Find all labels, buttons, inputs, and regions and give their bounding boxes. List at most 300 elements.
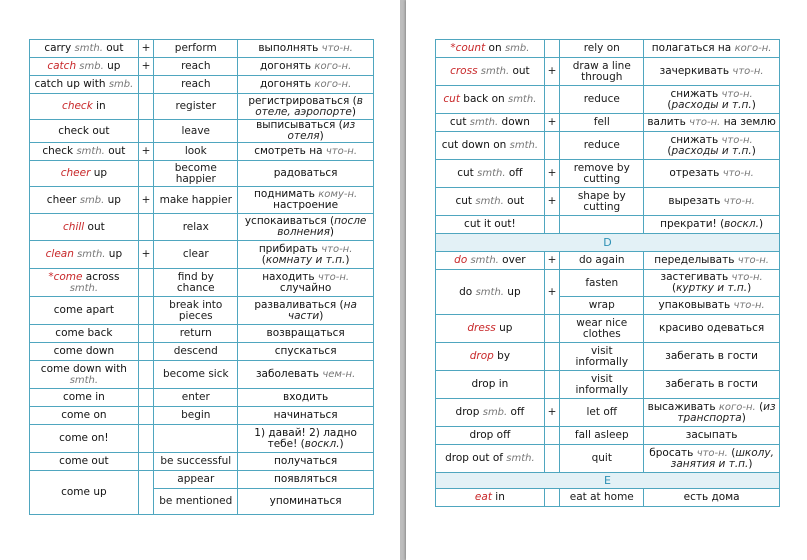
text-segment: прекрати! ( xyxy=(660,218,725,230)
phrasal-verb-cell xyxy=(436,315,545,343)
english-meaning-cell: visit informally xyxy=(560,343,644,371)
russian-translation-cell xyxy=(644,188,780,216)
phrasal-verb-cell xyxy=(436,399,545,427)
separable-marker-cell: + xyxy=(544,399,560,427)
table-row xyxy=(436,188,780,216)
text-segment: что-н. xyxy=(317,271,350,283)
english-meaning-cell: be mentioned xyxy=(154,489,238,515)
text-segment: что-н. xyxy=(723,196,755,207)
russian-translation-cell xyxy=(238,58,374,76)
text-segment: drop xyxy=(469,350,494,362)
russian-translation-cell xyxy=(644,445,780,473)
text-segment: cut it out! xyxy=(464,218,516,230)
text-segment: catch xyxy=(47,60,77,72)
phrasal-verb-cell xyxy=(30,214,139,241)
text-segment: check xyxy=(62,100,93,112)
russian-translation-cell xyxy=(238,407,374,425)
english-meaning-cell: shape by cutting xyxy=(560,188,644,216)
text-segment: ) xyxy=(741,411,746,424)
separable-marker-cell: + xyxy=(544,114,560,132)
russian-translation-cell xyxy=(238,161,374,187)
english-meaning-cell: begin xyxy=(154,407,238,425)
text-segment: up xyxy=(503,285,521,298)
russian-translation-cell xyxy=(238,343,374,361)
text-segment: что-н. xyxy=(737,255,769,266)
text-segment: come up xyxy=(61,486,107,498)
text-segment: красиво одеваться xyxy=(659,322,765,334)
text-segment: что-н. xyxy=(733,300,765,311)
table-row xyxy=(30,325,374,343)
text-segment: что-н. xyxy=(721,88,753,100)
text-segment: комнату и т.п. xyxy=(265,253,346,266)
text-segment: валить xyxy=(647,116,690,128)
text-segment: *come xyxy=(48,270,83,283)
text-segment: разваливаться ( xyxy=(254,298,344,311)
english-meaning-cell xyxy=(154,425,238,453)
russian-translation-cell xyxy=(644,489,780,507)
russian-translation-cell xyxy=(238,241,374,269)
russian-translation-cell xyxy=(238,40,374,58)
phrasal-verb-cell xyxy=(30,241,139,269)
text-segment: отрезать xyxy=(669,167,723,179)
text-segment: down xyxy=(498,116,530,128)
phrasal-verb-cell xyxy=(30,143,139,161)
text-segment: из отеля xyxy=(287,119,356,142)
english-meaning-cell: register xyxy=(154,94,238,120)
separable-marker-cell xyxy=(544,216,560,234)
text-segment: come in xyxy=(62,391,105,403)
text-segment: on xyxy=(485,42,505,54)
russian-translation-cell xyxy=(644,58,780,86)
phrasal-verb-cell xyxy=(30,471,139,515)
text-segment: come out xyxy=(59,455,109,467)
russian-translation-cell xyxy=(644,132,780,160)
text-segment: ) xyxy=(748,457,753,470)
english-meaning-cell: reach xyxy=(154,58,238,76)
text-segment: догонять xyxy=(259,78,315,90)
separable-marker-cell xyxy=(138,269,154,297)
text-segment: чем-н. xyxy=(322,369,356,380)
separable-marker-cell xyxy=(138,297,154,325)
text-segment: расходы и т.п. xyxy=(671,98,752,111)
separable-marker-cell xyxy=(138,343,154,361)
text-segment: do xyxy=(459,285,476,298)
text-segment: воскл. xyxy=(724,218,759,230)
section-letter: E xyxy=(436,473,780,489)
separable-marker-cell xyxy=(138,161,154,187)
text-segment: smth. xyxy=(506,453,535,464)
text-segment: up xyxy=(103,60,121,72)
russian-translation-cell xyxy=(238,187,374,214)
text-segment: smth. xyxy=(475,286,504,298)
phrasal-verb-cell xyxy=(30,407,139,425)
separable-marker-cell xyxy=(138,76,154,94)
text-segment: кого-н. xyxy=(734,43,772,54)
text-segment: out xyxy=(503,195,525,207)
text-segment: заболевать xyxy=(255,368,323,380)
table-row xyxy=(436,270,780,297)
table-row xyxy=(436,58,780,86)
table-row xyxy=(436,160,780,188)
russian-translation-cell xyxy=(644,343,780,371)
text-segment: cut xyxy=(457,167,478,179)
phrasal-verb-cell xyxy=(30,58,139,76)
text-segment: ) xyxy=(329,226,334,238)
table-row xyxy=(30,94,374,120)
table-row xyxy=(30,361,374,389)
text-segment: smth. xyxy=(469,117,499,128)
text-segment: *count xyxy=(450,42,486,54)
english-meaning-cell: make happier xyxy=(154,187,238,214)
english-meaning-cell: reduce xyxy=(560,132,644,160)
english-meaning-cell: become happier xyxy=(154,161,238,187)
text-segment: что-н. xyxy=(722,168,754,179)
russian-translation-cell xyxy=(238,214,374,241)
phrasal-verb-cell xyxy=(30,161,139,187)
text-segment: упоминаться xyxy=(269,495,342,507)
russian-translation-cell xyxy=(238,389,374,407)
table-row xyxy=(436,427,780,445)
text-segment: смотреть на xyxy=(254,145,326,157)
english-meaning-cell: reach xyxy=(154,76,238,94)
text-segment: come back xyxy=(55,327,113,339)
table-row xyxy=(436,132,780,160)
table-row xyxy=(30,214,374,241)
text-segment: на землю xyxy=(720,116,776,128)
russian-translation-cell xyxy=(644,371,780,399)
text-segment: up xyxy=(104,193,121,206)
english-meaning-cell: fasten xyxy=(560,270,644,297)
text-segment: smth. xyxy=(477,66,510,77)
english-meaning-cell: look xyxy=(154,143,238,161)
table-row xyxy=(30,120,374,143)
text-segment: ) xyxy=(339,437,344,450)
phrasal-verb-cell xyxy=(436,132,545,160)
text-segment: что-н. xyxy=(321,243,353,255)
russian-translation-cell xyxy=(238,489,374,515)
english-meaning-cell: let off xyxy=(560,399,644,427)
text-segment: случайно xyxy=(279,281,332,294)
text-segment: smth. xyxy=(467,255,499,266)
english-meaning-cell: descend xyxy=(154,343,238,361)
text-segment: smth. xyxy=(69,374,99,386)
text-segment: что-н. xyxy=(696,447,728,459)
text-segment: выполнять xyxy=(258,42,322,54)
text-segment: кого-н. xyxy=(314,79,352,90)
table-row xyxy=(30,297,374,325)
text-segment: что-н. xyxy=(689,117,721,128)
phrasal-verb-cell xyxy=(436,445,545,473)
text-segment: ) xyxy=(345,253,350,266)
phrasal-verb-cell xyxy=(436,188,545,216)
table-row xyxy=(30,407,374,425)
russian-translation-cell xyxy=(644,40,780,58)
table-row xyxy=(30,76,374,94)
russian-translation-cell xyxy=(238,361,374,389)
text-segment: eat xyxy=(474,491,492,503)
text-segment: clean xyxy=(45,248,74,260)
text-segment: находить xyxy=(262,270,318,283)
separable-marker-cell xyxy=(138,94,154,120)
phrasal-verb-cell xyxy=(30,453,139,471)
text-segment: smb. xyxy=(108,79,134,90)
text-segment: cheer xyxy=(46,193,80,206)
english-meaning-cell: find by chance xyxy=(154,269,238,297)
russian-translation-cell xyxy=(238,76,374,94)
phrasal-verb-cell xyxy=(30,94,139,120)
text-segment: ) xyxy=(747,282,752,294)
text-segment: выписываться ( xyxy=(256,119,343,131)
text-segment: спускаться xyxy=(274,345,337,357)
text-segment: smth. xyxy=(509,140,539,151)
english-meaning-cell: return xyxy=(154,325,238,343)
english-meaning-cell: fall asleep xyxy=(560,427,644,445)
text-segment: что-н. xyxy=(732,66,764,77)
text-segment: высаживать xyxy=(647,400,719,413)
text-segment: in xyxy=(491,491,505,503)
left-page xyxy=(0,0,400,560)
text-segment: cut xyxy=(455,195,476,207)
phrasal-verb-cell xyxy=(436,58,545,86)
text-segment: настроение xyxy=(273,199,339,211)
separable-marker-cell: + xyxy=(544,160,560,188)
russian-translation-cell xyxy=(644,252,780,270)
phrasal-verb-cell xyxy=(436,252,545,270)
table-row xyxy=(30,471,374,489)
text-segment: кого-н. xyxy=(314,61,352,72)
text-segment: прибирать xyxy=(258,242,322,255)
text-segment: back on xyxy=(459,93,508,105)
phrasal-verb-cell xyxy=(436,86,545,114)
text-segment: smth. xyxy=(76,146,105,157)
table-row xyxy=(30,58,374,76)
separable-marker-cell: + xyxy=(138,40,154,58)
russian-translation-cell xyxy=(644,297,780,315)
text-segment: забегать в гости xyxy=(665,378,758,390)
separable-marker-cell xyxy=(138,471,154,515)
text-segment: ) xyxy=(751,144,756,157)
section-letter: D xyxy=(436,234,780,252)
text-segment: smth. xyxy=(477,168,506,179)
phrasal-verb-cell xyxy=(436,114,545,132)
text-segment: cut xyxy=(443,93,460,105)
separable-marker-cell xyxy=(138,325,154,343)
table-row xyxy=(30,161,374,187)
table-row xyxy=(436,252,780,270)
table-row xyxy=(436,315,780,343)
separable-marker-cell: + xyxy=(138,143,154,161)
table-row xyxy=(436,489,780,507)
english-meaning-cell: quit xyxy=(560,445,644,473)
english-meaning-cell: do again xyxy=(560,252,644,270)
text-segment: догонять xyxy=(259,60,315,72)
text-segment: школу, занятия и т.п. xyxy=(670,446,774,470)
english-meaning-cell: break into pieces xyxy=(154,297,238,325)
russian-translation-cell xyxy=(238,425,374,453)
separable-marker-cell xyxy=(544,315,560,343)
table-row xyxy=(436,114,780,132)
english-meaning-cell: be successful xyxy=(154,453,238,471)
separable-marker-cell: + xyxy=(138,187,154,214)
english-meaning-cell: appear xyxy=(154,471,238,489)
russian-translation-cell xyxy=(644,427,780,445)
text-segment: smb. xyxy=(482,407,508,418)
separable-marker-cell: + xyxy=(544,270,560,315)
text-segment: из транспорта xyxy=(677,400,776,424)
text-segment: ( xyxy=(671,282,677,294)
table-row xyxy=(436,371,780,399)
text-segment: ) xyxy=(319,309,324,322)
text-segment: catch up with xyxy=(34,78,109,90)
text-segment: ( xyxy=(727,446,736,459)
phrasal-verb-cell xyxy=(30,425,139,453)
separable-marker-cell xyxy=(138,361,154,389)
text-segment: ) xyxy=(351,105,356,118)
phrasal-verb-cell xyxy=(436,270,545,315)
text-segment: drop xyxy=(455,406,483,418)
text-segment: cut xyxy=(449,116,470,128)
english-meaning-cell: wrap xyxy=(560,297,644,315)
text-segment: кого-н. xyxy=(718,401,756,413)
phrasal-verb-cell xyxy=(436,216,545,234)
text-segment: drop out of xyxy=(445,452,507,464)
english-meaning-cell: visit informally xyxy=(560,371,644,399)
english-meaning-cell xyxy=(560,216,644,234)
table-row xyxy=(30,425,374,453)
text-segment: dress xyxy=(467,322,496,334)
russian-translation-cell xyxy=(238,143,374,161)
phrasal-verb-cell xyxy=(30,325,139,343)
phrasal-verb-cell xyxy=(30,389,139,407)
russian-translation-cell xyxy=(238,471,374,489)
table-row xyxy=(30,187,374,214)
text-segment: снижать xyxy=(670,87,722,100)
table-row xyxy=(30,343,374,361)
english-meaning-cell: wear nice clothes xyxy=(560,315,644,343)
text-segment: что-н. xyxy=(731,272,763,283)
phrasal-verb-cell xyxy=(436,343,545,371)
russian-translation-cell xyxy=(644,216,780,234)
text-segment: снижать xyxy=(670,133,722,146)
english-meaning-cell: rely on xyxy=(560,40,644,58)
text-segment: come down xyxy=(53,345,115,357)
text-segment: come apart xyxy=(53,304,114,316)
russian-translation-cell xyxy=(644,86,780,114)
letter-divider-row xyxy=(436,234,780,252)
text-segment: drop off xyxy=(469,429,511,441)
text-segment: come on! xyxy=(59,432,109,444)
phrasal-verb-cell xyxy=(30,187,139,214)
russian-translation-cell xyxy=(644,399,780,427)
text-segment: в отеле, аэропорте xyxy=(255,94,363,118)
english-meaning-cell: eat at home xyxy=(560,489,644,507)
text-segment: smth. xyxy=(73,249,106,260)
separable-marker-cell: + xyxy=(544,188,560,216)
text-segment: забегать в гости xyxy=(665,350,758,362)
phrasal-verb-cell xyxy=(436,371,545,399)
separable-marker-cell xyxy=(138,453,154,471)
text-segment: off xyxy=(507,406,525,418)
text-segment: куртку и т.п. xyxy=(676,282,748,294)
phrasal-verb-cell xyxy=(30,343,139,361)
separable-marker-cell xyxy=(544,489,560,507)
russian-translation-cell xyxy=(644,315,780,343)
text-segment: smb. xyxy=(79,194,105,206)
english-meaning-cell: fell xyxy=(560,114,644,132)
text-segment: cut down on xyxy=(441,139,510,151)
text-segment: over xyxy=(498,254,526,266)
separable-marker-cell xyxy=(138,120,154,143)
text-segment: на части xyxy=(287,298,357,322)
text-segment: off xyxy=(505,167,523,179)
text-segment: успокаиваться ( xyxy=(244,215,335,227)
english-meaning-cell: reduce xyxy=(560,86,644,114)
separable-marker-cell xyxy=(544,427,560,445)
text-segment: есть дома xyxy=(683,491,740,503)
text-segment: что-н. xyxy=(325,146,358,157)
phrasal-verb-cell xyxy=(436,160,545,188)
text-segment: smb. xyxy=(504,43,530,54)
text-segment: smb. xyxy=(76,61,104,72)
separable-marker-cell xyxy=(544,371,560,399)
separable-marker-cell: + xyxy=(138,241,154,269)
separable-marker-cell xyxy=(544,86,560,114)
text-segment: cheer xyxy=(60,167,91,179)
text-segment: поднимать xyxy=(254,188,319,200)
separable-marker-cell: + xyxy=(544,58,560,86)
right-page xyxy=(406,0,807,560)
text-segment: check xyxy=(42,145,77,157)
letter-divider-row xyxy=(436,473,780,489)
text-segment: smth. xyxy=(74,43,103,54)
text-segment: что-н. xyxy=(721,134,753,146)
text-segment: out xyxy=(84,220,105,233)
text-segment: засыпать xyxy=(685,429,738,441)
text-segment: входить xyxy=(283,391,329,403)
text-segment: застегивать xyxy=(660,271,732,283)
text-segment: come down with xyxy=(40,362,127,375)
text-segment: come on xyxy=(61,409,107,421)
russian-translation-cell xyxy=(644,270,780,297)
table-row xyxy=(30,269,374,297)
text-segment: после волнения xyxy=(277,215,367,238)
separable-marker-cell xyxy=(138,214,154,241)
text-segment: воскл. xyxy=(304,437,340,450)
english-meaning-cell: leave xyxy=(154,120,238,143)
text-segment: получаться xyxy=(273,455,338,467)
phrasal-verb-cell xyxy=(30,269,139,297)
phrasal-verb-cell xyxy=(30,361,139,389)
phrasal-verb-cell xyxy=(436,427,545,445)
text-segment: out xyxy=(102,42,124,54)
separable-marker-cell xyxy=(544,445,560,473)
table-row xyxy=(436,445,780,473)
english-meaning-cell: remove by cutting xyxy=(560,160,644,188)
text-segment: drop in xyxy=(471,378,509,390)
phrasal-verb-cell xyxy=(30,76,139,94)
phrasal-verb-cell xyxy=(436,489,545,507)
text-segment: начинаться xyxy=(273,409,338,421)
separable-marker-cell xyxy=(544,132,560,160)
separable-marker-cell xyxy=(138,425,154,453)
text-segment: что-н. xyxy=(321,43,353,54)
russian-translation-cell xyxy=(238,94,374,120)
russian-translation-cell xyxy=(238,297,374,325)
text-segment: carry xyxy=(44,42,75,54)
text-segment: полагаться на xyxy=(651,42,735,54)
text-segment: бросать xyxy=(649,446,697,459)
text-segment: up xyxy=(105,248,123,260)
